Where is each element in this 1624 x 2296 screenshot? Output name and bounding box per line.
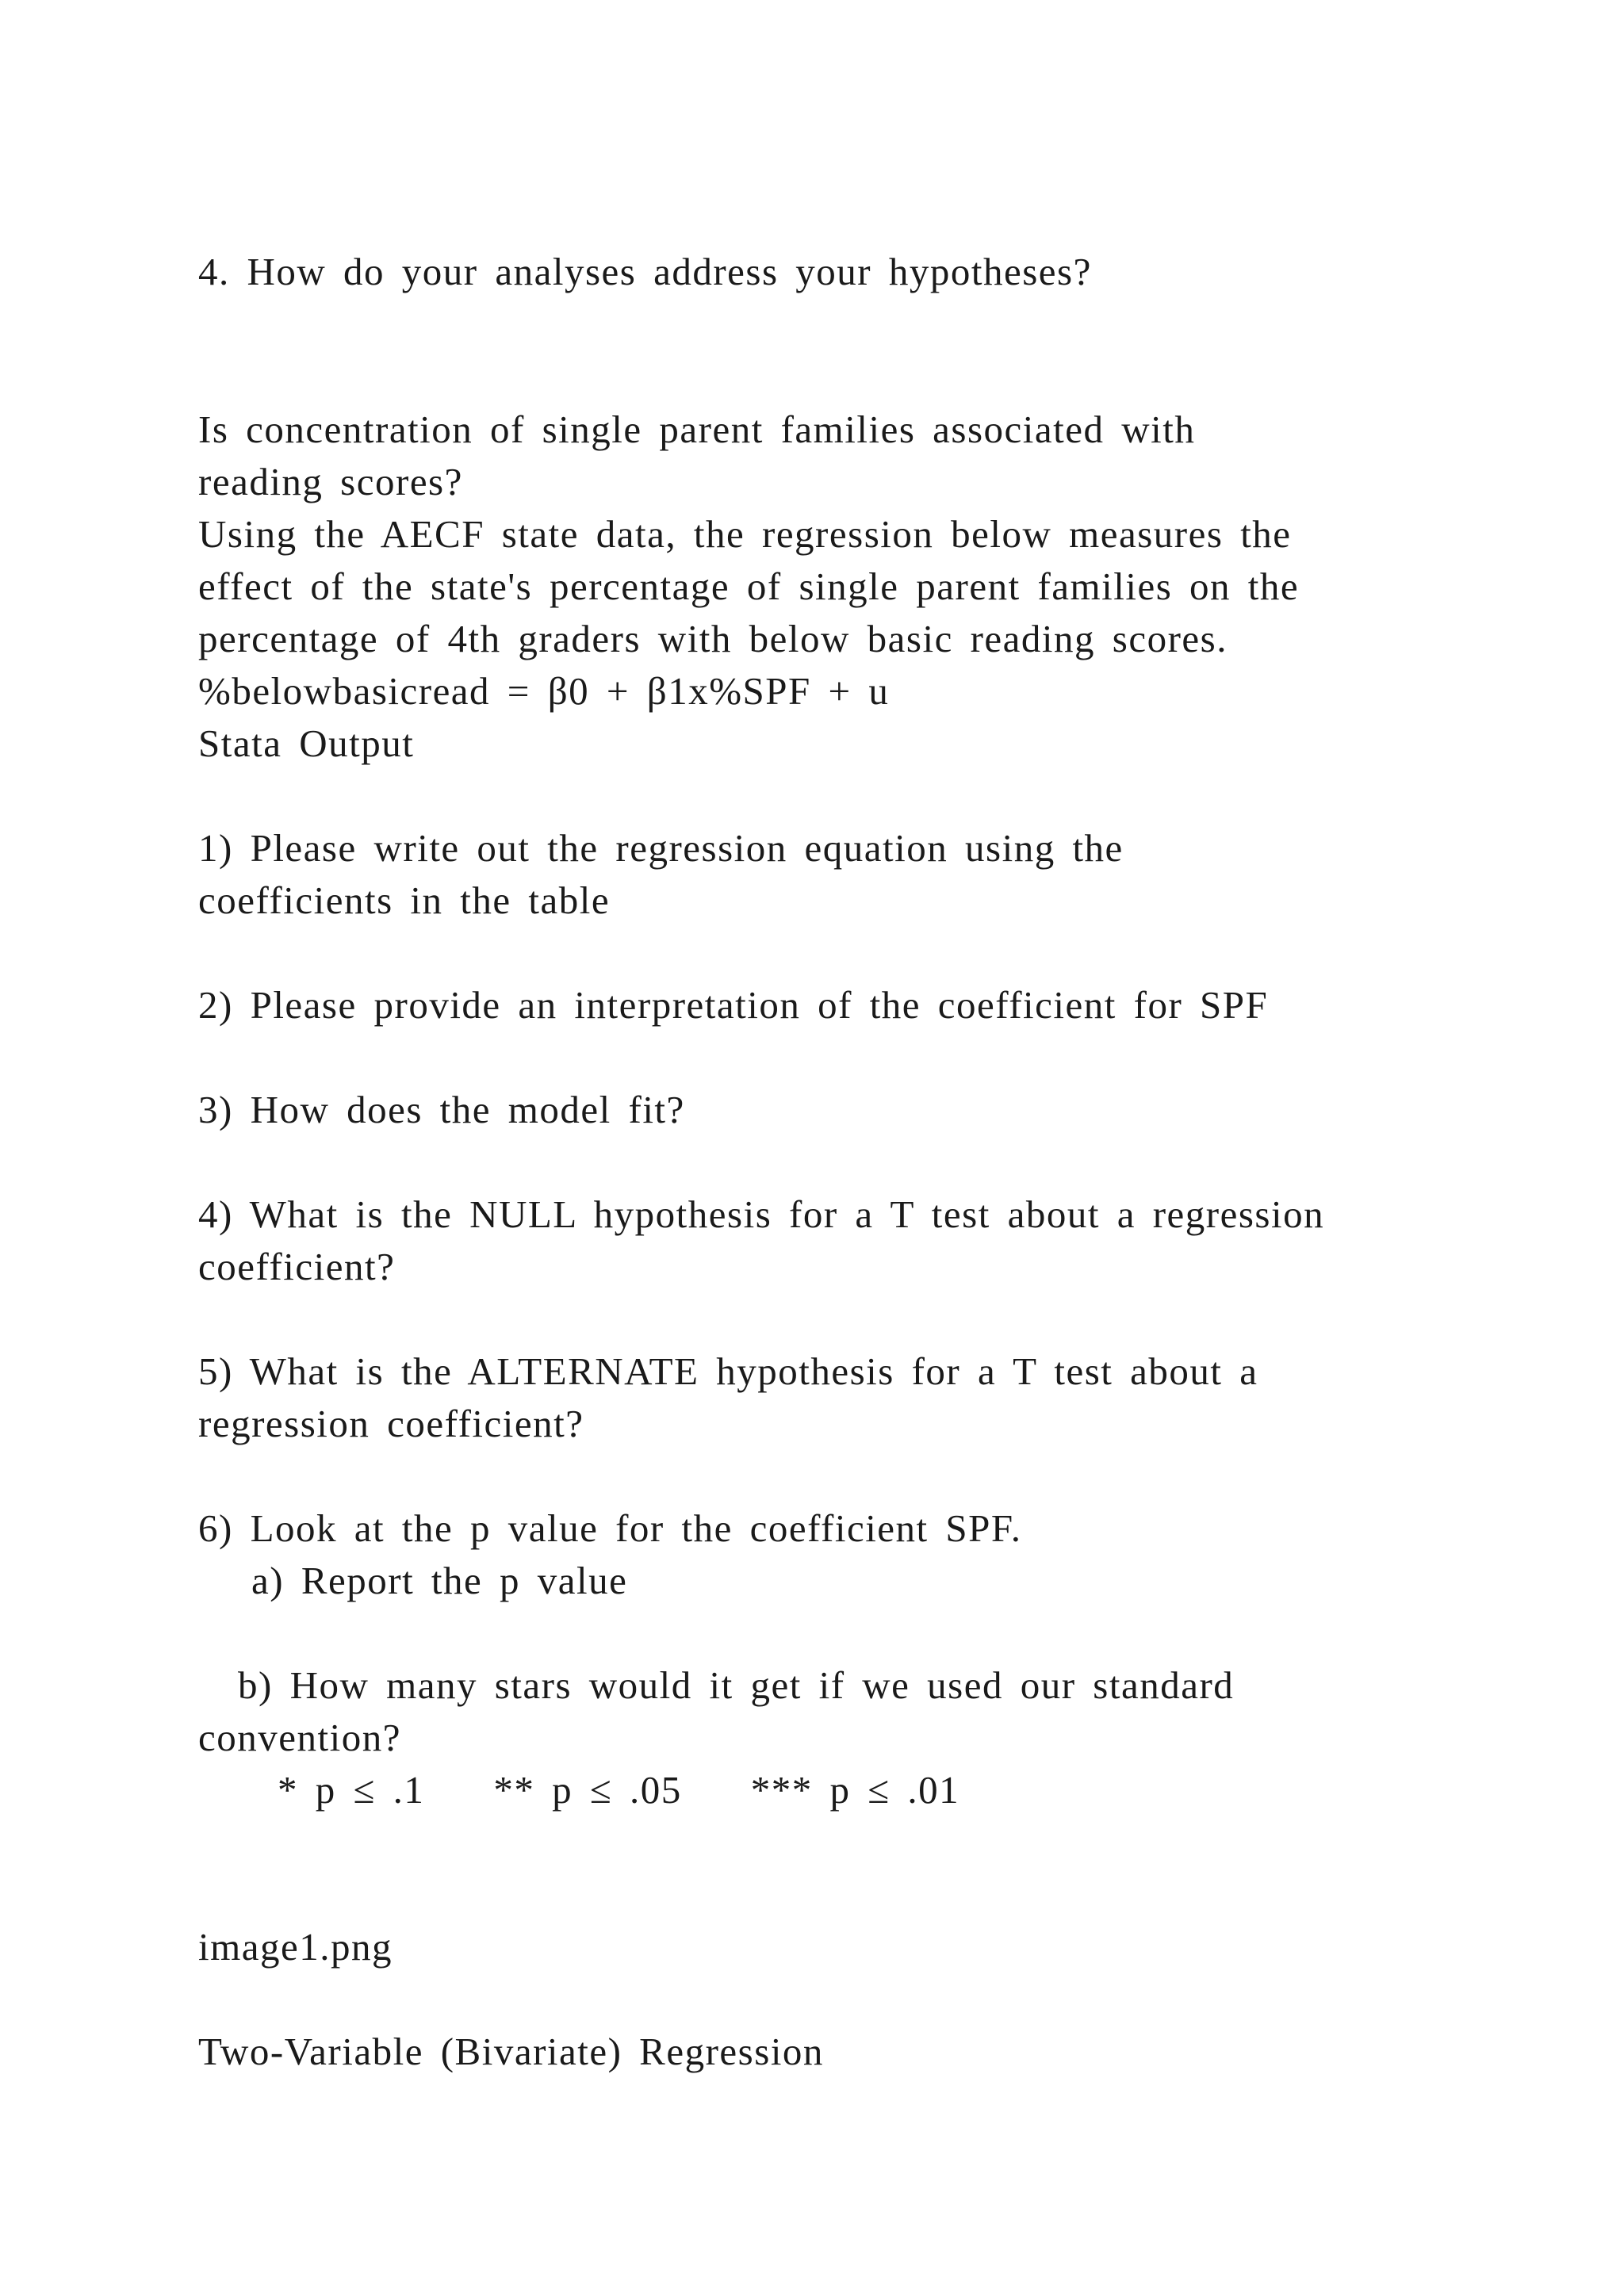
significance-convention: * p ≤ .1 ** p ≤ .05 *** p ≤ .01: [278, 1768, 960, 1812]
regression-equation: %belowbasicread = β0 + β1x%SPF + u: [198, 669, 890, 713]
question-2: 2) Please provide an interpretation of the coefficient for SPF: [198, 983, 1269, 1027]
section-title: Two-Variable (Bivariate) Regression: [198, 2030, 824, 2073]
question-1-cont: coefficients in the table: [198, 878, 611, 922]
question-6: 6) Look at the p value for the coefficient SPF.: [198, 1506, 1022, 1550]
question-1: 1) Please write out the regression equation using the: [198, 826, 1124, 870]
stata-output-label: Stata Output: [198, 721, 415, 765]
paragraph-line: effect of the state's percentage of single parent families on the: [198, 564, 1300, 608]
paragraph-line: reading scores?: [198, 460, 463, 503]
question-6b-cont: convention?: [198, 1716, 401, 1759]
paragraph-line: Is concentration of single parent families associated with: [198, 408, 1196, 451]
image-caption: image1.png: [198, 1925, 393, 1969]
question-6b: b) How many stars would it get if we used our standard: [238, 1663, 1235, 1707]
question-3: 3) How does the model fit?: [198, 1088, 685, 1131]
question-4-cont: coefficient?: [198, 1245, 396, 1288]
question-6a: a) Report the p value: [251, 1559, 628, 1602]
paragraph-line: Using the AECF state data, the regression below measures the: [198, 512, 1292, 556]
question-4: 4) What is the NULL hypothesis for a T test about a regression: [198, 1192, 1325, 1236]
question-5: 5) What is the ALTERNATE hypothesis for a T test about a: [198, 1349, 1258, 1393]
question-heading: 4. How do your analyses address your hypotheses?: [198, 250, 1092, 293]
paragraph-line: percentage of 4th graders with below basic reading scores.: [198, 617, 1228, 660]
question-5-cont: regression coefficient?: [198, 1402, 584, 1445]
